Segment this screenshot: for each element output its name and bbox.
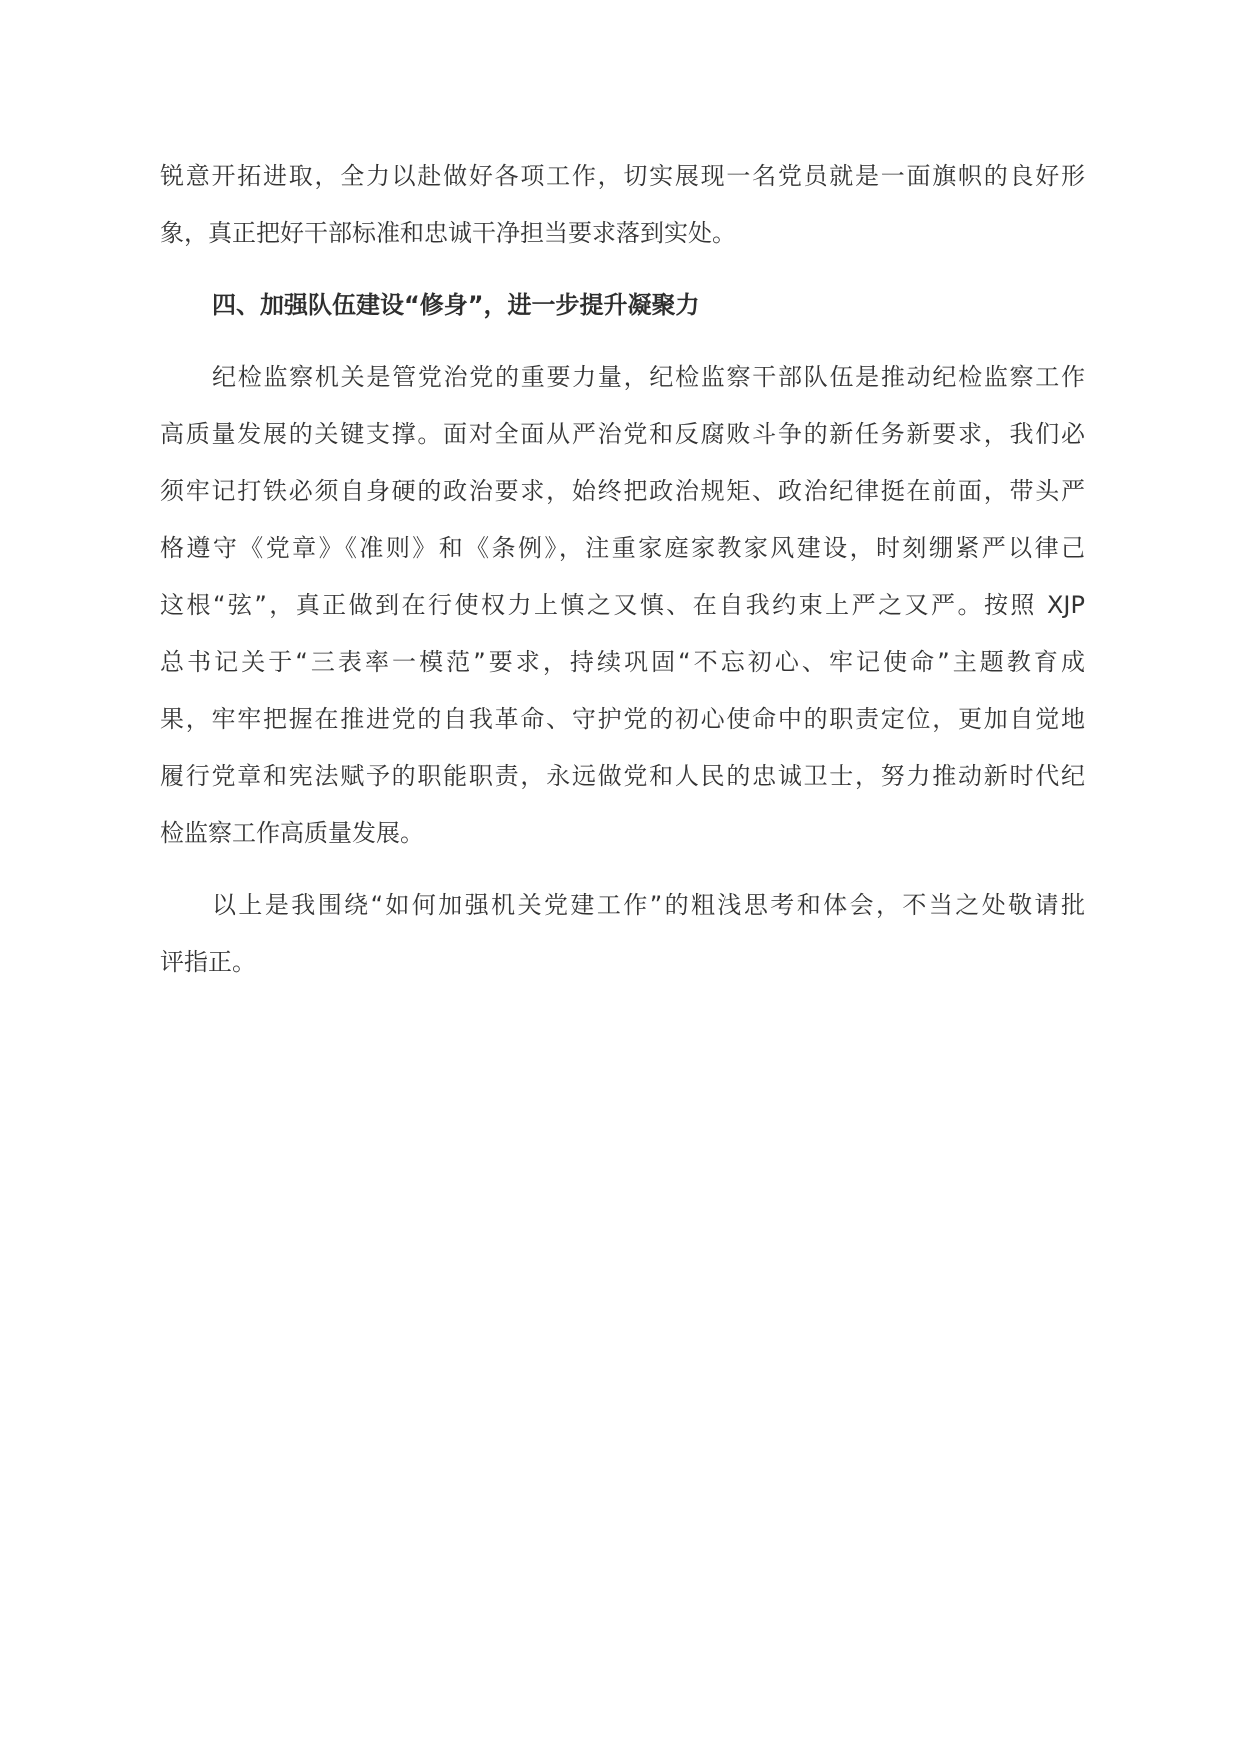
paragraph-3-line-1: 以上是我围绕“如何加强机关党建工作”的粗浅思考和体会，不当之处敬请批 (212, 891, 1085, 919)
paragraph-2-line-6: 总书记关于“三表率一模范”要求，持续巩固“不忘初心、牢记使命”主题教育成 (160, 648, 1085, 676)
paragraph-2-line-9: 检监察工作高质量发展。 (160, 819, 424, 847)
paragraph-2-line-7: 果，牢牢把握在推进党的自我革命、守护党的初心使命中的职责定位，更加自觉地 (160, 705, 1085, 733)
paragraph-1-line-1: 锐意开拓进取，全力以赴做好各项工作，切实展现一名党员就是一面旗帜的良好形 (160, 162, 1085, 190)
paragraph-2-line-4: 格遵守《党章》《准则》和《条例》，注重家庭家教家风建设，时刻绷紧严以律己 (160, 534, 1085, 562)
paragraph-2-line-1: 纪检监察机关是管党治党的重要力量，纪检监察干部队伍是推动纪检监察工作 (212, 363, 1085, 391)
paragraph-1-line-2: 象，真正把好干部标准和忠诚干净担当要求落到实处。 (160, 219, 736, 247)
paragraph-2-line-5: 这根“弦”，真正做到在行使权力上慎之又慎、在自我约束上严之又严。按照 XJP (160, 591, 1085, 619)
paragraph-2-line-3: 须牢记打铁必须自身硬的政治要求，始终把政治规矩、政治纪律挺在前面，带头严 (160, 477, 1085, 505)
paragraph-2-line-8: 履行党章和宪法赋予的职能职责，永远做党和人民的忠诚卫士，努力推动新时代纪 (160, 762, 1085, 790)
paragraph-2-line-2: 高质量发展的关键支撑。面对全面从严治党和反腐败斗争的新任务新要求，我们必 (160, 420, 1085, 448)
paragraph-3-line-2: 评指正。 (160, 948, 256, 976)
section-heading: 四、加强队伍建设“修身”，进一步提升凝聚力 (212, 291, 700, 319)
